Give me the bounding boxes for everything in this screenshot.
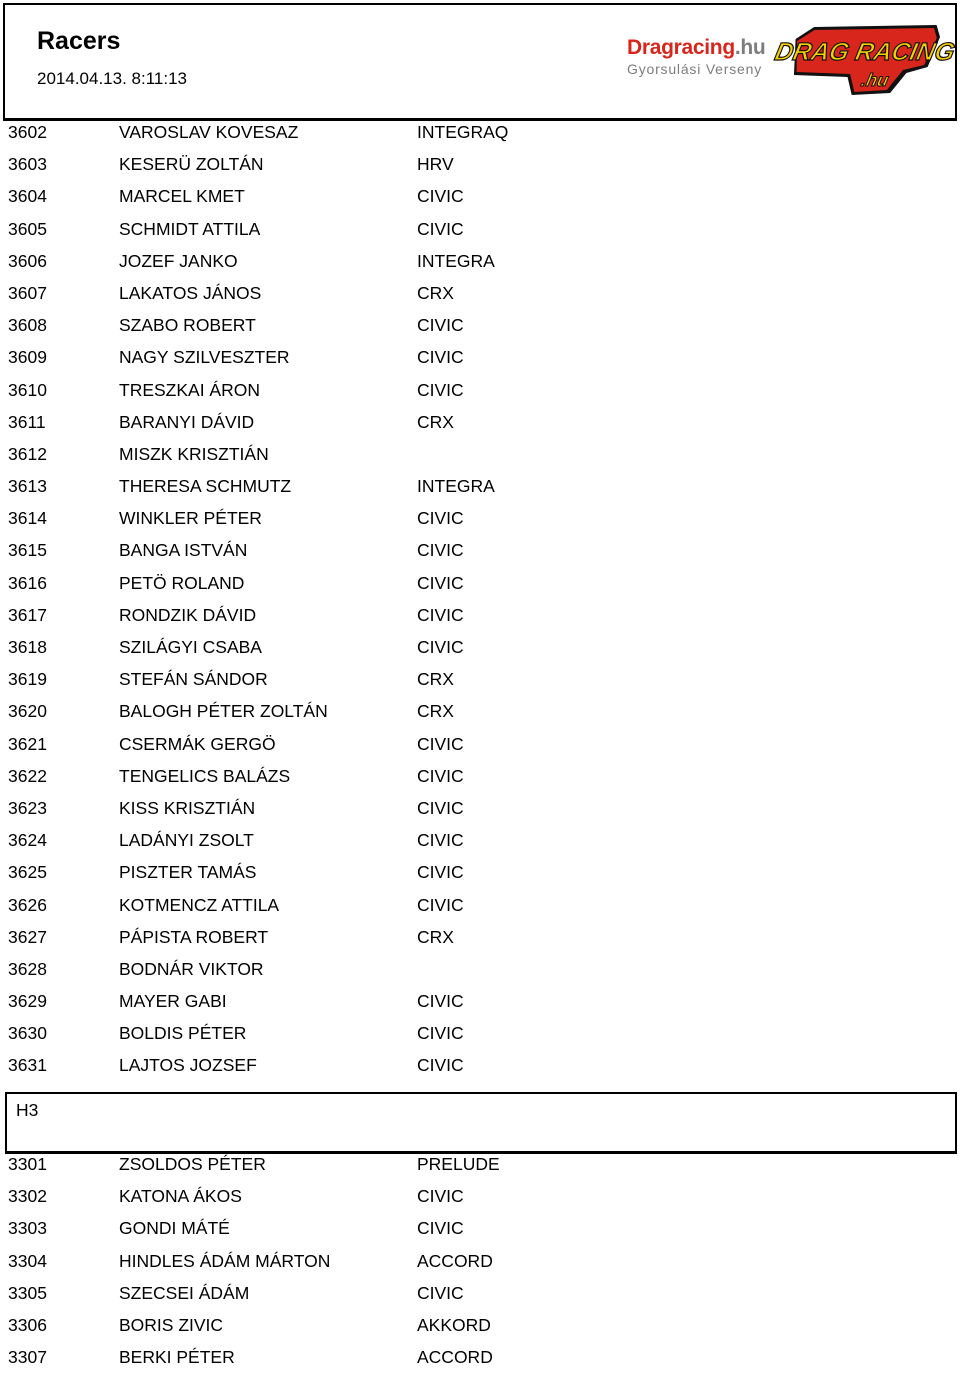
report-datetime: 2014.04.13. 8:11:13	[37, 69, 187, 88]
racer-row	[8, 341, 608, 373]
racer-name: CSERMÁK GERGÖ	[119, 733, 276, 754]
dragracing-badge-logo	[772, 23, 958, 103]
racer-car: CIVIC	[417, 733, 464, 754]
racer-car: ACCORD	[417, 1250, 493, 1271]
racer-number: 3610	[8, 379, 47, 400]
racer-car: CRX	[417, 282, 454, 303]
racer-car: CIVIC	[417, 540, 464, 561]
racer-car: CIVIC	[417, 1218, 464, 1239]
racer-row	[8, 277, 608, 309]
racer-number: 3607	[8, 282, 47, 303]
racer-car: CRX	[417, 669, 454, 690]
racer-row	[8, 1049, 608, 1081]
racer-name: THERESA SCHMUTZ	[119, 476, 292, 497]
racer-name: LADÁNYI ZSOLT	[119, 830, 254, 851]
racer-row	[8, 374, 608, 406]
racer-car: CIVIC	[417, 862, 464, 883]
racer-name: LAKATOS JÁNOS	[119, 282, 262, 303]
racer-number: 3617	[8, 604, 47, 625]
racer-name: BANGA ISTVÁN	[119, 540, 248, 561]
racer-row	[8, 856, 608, 888]
racer-name: SZILÁGYI CSABA	[119, 637, 262, 657]
racer-number: 3614	[8, 508, 47, 529]
racer-name: KOTMENCZ ATTILA	[119, 894, 280, 915]
racer-name: TRESZKAI ÁRON	[119, 379, 260, 400]
racer-name: TENGELICS BALÁZS	[119, 765, 291, 786]
racer-name: MARCEL KMET	[119, 186, 245, 207]
racer-row	[8, 728, 608, 760]
racer-row	[8, 438, 608, 470]
racer-car: CIVIC	[417, 894, 464, 915]
racer-row	[8, 1212, 608, 1244]
racer-number: 3612	[8, 443, 47, 464]
racer-car: CIVIC	[417, 1282, 464, 1303]
racer-name: MAYER GABI	[119, 991, 227, 1012]
racer-name: KATONA ÁKOS	[119, 1186, 242, 1207]
racer-name: WINKLER PÉTER	[119, 508, 262, 529]
racer-row	[8, 985, 608, 1017]
racer-name: HINDLES ÁDÁM MÁRTON	[119, 1250, 331, 1271]
racer-car: CIVIC	[417, 830, 464, 851]
racer-name: LAJTOS JOZSEF	[119, 1055, 257, 1076]
page-header	[3, 3, 957, 121]
racer-row	[8, 309, 608, 341]
racer-number: 3631	[8, 1055, 47, 1076]
logo-domain-gray: .hu	[734, 36, 766, 59]
racer-car: CIVIC	[417, 765, 464, 786]
racer-car: CIVIC	[417, 572, 464, 593]
badge-text-top: DRAG RACING	[772, 38, 958, 66]
racer-row	[8, 953, 608, 985]
racer-car: PRELUDE	[417, 1154, 500, 1174]
racer-number: 3301	[8, 1154, 47, 1174]
racer-row	[8, 1017, 608, 1049]
racer-row	[8, 534, 608, 566]
racer-number: 3625	[8, 862, 47, 883]
racer-row	[8, 921, 608, 953]
logo-subtitle: Gyorsulási Verseny	[627, 61, 763, 77]
racer-row	[8, 792, 608, 824]
racer-car: ACCORD	[417, 1347, 493, 1368]
racer-row	[8, 824, 608, 856]
racer-car: CRX	[417, 701, 454, 722]
racer-car: HRV	[417, 154, 454, 175]
racer-car: CRX	[417, 411, 454, 432]
racer-row	[8, 470, 608, 502]
racer-name: GONDI MÁTÉ	[119, 1218, 230, 1239]
racer-name: BALOGH PÉTER ZOLTÁN	[119, 701, 328, 722]
racer-number: 3616	[8, 572, 47, 593]
racer-number: 3602	[8, 122, 47, 142]
racer-car: CIVIC	[417, 1055, 464, 1076]
racer-name: NAGY SZILVESZTER	[119, 347, 290, 368]
racer-number: 3303	[8, 1218, 47, 1239]
racer-number: 3627	[8, 926, 47, 947]
racer-row	[8, 1277, 608, 1309]
racer-number: 3605	[8, 218, 47, 239]
racer-number: 3306	[8, 1314, 47, 1335]
racer-car: CIVIC	[417, 1186, 464, 1207]
racer-number: 3630	[8, 1023, 47, 1044]
racer-row	[8, 116, 608, 148]
racer-row	[8, 213, 608, 245]
racer-row	[8, 567, 608, 599]
racer-car: CRX	[417, 926, 454, 947]
racer-list-h3	[8, 1148, 608, 1373]
racer-number: 3613	[8, 476, 47, 497]
racer-name: JOZEF JANKO	[119, 250, 238, 271]
racer-row	[8, 663, 608, 695]
racer-row	[8, 1148, 608, 1180]
racer-name: ZSOLDOS PÉTER	[119, 1154, 266, 1174]
racer-car: CIVIC	[417, 379, 464, 400]
racer-name: PETÖ ROLAND	[119, 572, 245, 593]
racer-name: BARANYI DÁVID	[119, 411, 255, 432]
racer-car: CIVIC	[417, 508, 464, 529]
racer-car: CIVIC	[417, 1023, 464, 1044]
racer-number: 3302	[8, 1186, 47, 1207]
racer-number: 3621	[8, 733, 47, 754]
racer-number: 3603	[8, 154, 47, 175]
racer-name: VAROSLAV KOVESAZ	[119, 122, 299, 142]
racer-number: 3307	[8, 1347, 47, 1368]
racer-name: RONDZIK DÁVID	[119, 604, 257, 625]
racer-name: PÁPISTA ROBERT	[119, 926, 269, 947]
racer-car: CIVIC	[417, 604, 464, 625]
racer-car: CIVIC	[417, 218, 464, 239]
racer-name: MISZK KRISZTIÁN	[119, 443, 269, 464]
racer-number: 3624	[8, 830, 47, 851]
racer-name: BOLDIS PÉTER	[119, 1023, 247, 1044]
page-title: Racers	[37, 27, 121, 55]
racer-name: BODNÁR VIKTOR	[119, 958, 264, 979]
racer-row	[8, 1245, 608, 1277]
racer-number: 3304	[8, 1250, 47, 1271]
racer-name: SZABO ROBERT	[119, 315, 256, 336]
badge-text-bottom: .hu	[859, 70, 891, 90]
racer-name: SCHMIDT ATTILA	[119, 218, 261, 239]
racer-name: KESERÜ ZOLTÁN	[119, 154, 264, 175]
racer-row	[8, 1180, 608, 1212]
racer-row	[8, 245, 608, 277]
racer-row	[8, 180, 608, 212]
racer-name: BORIS ZIVIC	[119, 1314, 224, 1335]
racer-car: INTEGRA	[417, 250, 495, 271]
racer-number: 3606	[8, 250, 47, 271]
racer-number: 3626	[8, 894, 47, 915]
racer-car: INTEGRAQ	[417, 122, 509, 142]
racer-car: CIVIC	[417, 797, 464, 818]
class-label: H3	[16, 1100, 39, 1120]
racer-number: 3619	[8, 669, 47, 690]
racer-car: CIVIC	[417, 347, 464, 368]
racer-car: CIVIC	[417, 186, 464, 207]
racer-number: 3628	[8, 958, 47, 979]
logo-domain-red: Dragracing	[627, 36, 735, 59]
racer-number: 3622	[8, 765, 47, 786]
racer-number: 3609	[8, 347, 47, 368]
racer-list	[8, 116, 608, 1082]
class-section-header	[5, 1092, 957, 1154]
racer-row	[8, 889, 608, 921]
racer-row	[8, 631, 608, 663]
racer-car: INTEGRA	[417, 476, 495, 497]
racer-car: CIVIC	[417, 315, 464, 336]
racer-number: 3305	[8, 1282, 47, 1303]
racer-number: 3608	[8, 315, 47, 336]
racer-number: 3623	[8, 797, 47, 818]
racer-number: 3604	[8, 186, 47, 207]
racer-car: CIVIC	[417, 991, 464, 1012]
racer-name: SZECSEI ÁDÁM	[119, 1282, 250, 1303]
racer-number: 3615	[8, 540, 47, 561]
racer-row	[8, 406, 608, 438]
racer-number: 3620	[8, 701, 47, 722]
racer-name: STEFÁN SÁNDOR	[119, 669, 268, 690]
racer-car: CIVIC	[417, 637, 464, 657]
racer-row	[8, 599, 608, 631]
racer-row	[8, 760, 608, 792]
racer-row	[8, 1309, 608, 1341]
racer-row	[8, 1341, 608, 1373]
racer-name: KISS KRISZTIÁN	[119, 797, 256, 818]
racer-number: 3629	[8, 991, 47, 1012]
racer-row	[8, 502, 608, 534]
racer-row	[8, 148, 608, 180]
racer-row	[8, 695, 608, 727]
racer-name: PISZTER TAMÁS	[119, 862, 257, 883]
racer-number: 3618	[8, 637, 47, 657]
racer-name: BERKI PÉTER	[119, 1347, 235, 1368]
dragracing-logo	[627, 37, 765, 77]
racer-number: 3611	[8, 411, 46, 432]
racer-car: AKKORD	[417, 1314, 491, 1335]
